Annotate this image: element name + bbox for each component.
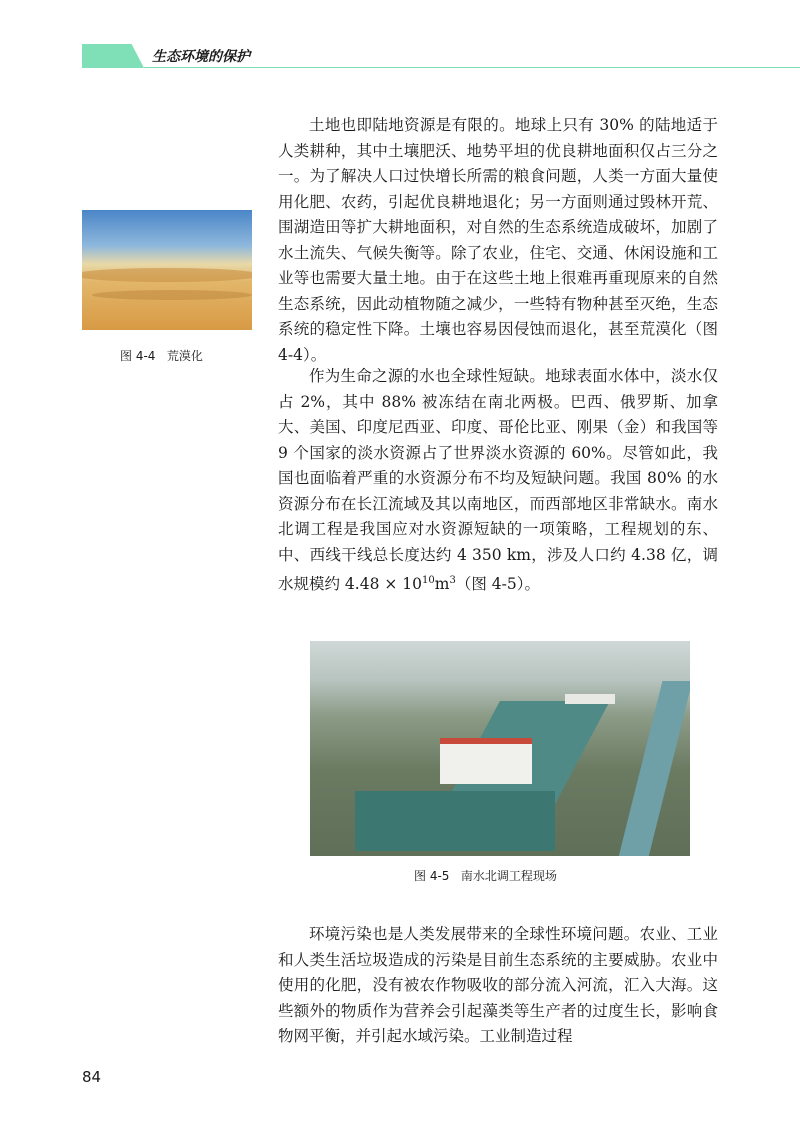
superscript-exponent: 10 <box>422 575 435 586</box>
superscript-exponent: 3 <box>449 575 456 586</box>
south-north-water-diversion-photo <box>310 641 690 856</box>
header-accent-bar <box>82 44 144 68</box>
canal-water <box>618 681 690 856</box>
page-header <box>0 0 800 80</box>
page-number: 84 <box>82 1068 102 1086</box>
dune-shape <box>82 268 252 282</box>
paragraph-text: （图 4-5）。 <box>455 575 540 594</box>
header-title: 生态环境的保护 <box>152 49 250 65</box>
paragraph-text: 作为生命之源的水也全球性短缺。地球表面水体中，淡水仅占 2%，其中 88% 被冻结在南北两极。巴西、俄罗斯、加拿大、美国、印度尼西亚、印度、哥伦比亚、刚果（金）和我国等 9 个国家的淡水资源占了世界淡水资源的 60%。尽管如此，我国也面临着严重的水资源分布不均及短缺问题。我国 80% 的水资源分布在长江流域及其以南地区，而西部地区非常缺水。南水北调工程是我国应对水资源短缺的一项策略，工程规划的东、中、西线干线总长度达约 4 350 km，涉及人口约 4.38 亿，调水规模约 4.48 × 10 <box>278 367 718 594</box>
paragraph-pollution: 环境污染也是人类发展带来的全球性环境问题。农业、工业和人类生活垃圾造成的污染是目前生态系统的主要威胁。农业中使用的化肥，没有被农作物吸收的部分流入河流，汇入大海。这些额外的物质作为营养会引起藻类等生产者的过度生长，影响食物网平衡，并引起水域污染。工业制造过程 <box>278 925 718 1045</box>
pumping-station <box>440 738 532 784</box>
distant-building <box>565 694 615 704</box>
header-divider <box>144 67 800 68</box>
desertification-photo <box>82 210 252 330</box>
paragraph-land-resources: 土地也即陆地资源是有限的。地球上只有 30% 的陆地适于人类耕种，其中土壤肥沃、地势平坦的优良耕地面积仅占三分之一。为了解决人口过快增长所需的粮食问题，人类一方面大量使用化肥、农药，引起优良耕地退化；另一方面则通过毁林开荒、围湖造田等扩大耕地面积，对自然的生态系统造成破坏，加剧了水土流失、气候失衡等。除了农业，住宅、交通、休闲设施和工业等也需要大量土地。由于在这些土地上很难再重现原来的自然生态系统，因此动植物随之减少，一些特有物种甚至灭绝，生态系统的稳定性下降。土壤也容易因侵蚀而退化，甚至荒漠化（图 4-4）。 <box>278 116 718 364</box>
figure-4-5-caption: 图 4-5 南水北调工程现场 <box>414 869 557 883</box>
dune-shape <box>92 290 252 300</box>
canal-water <box>355 791 555 851</box>
paragraph-water-resources <box>278 364 718 598</box>
unit-text: m <box>434 575 450 594</box>
figure-4-4-caption: 图 4-4 荒漠化 <box>120 349 203 363</box>
